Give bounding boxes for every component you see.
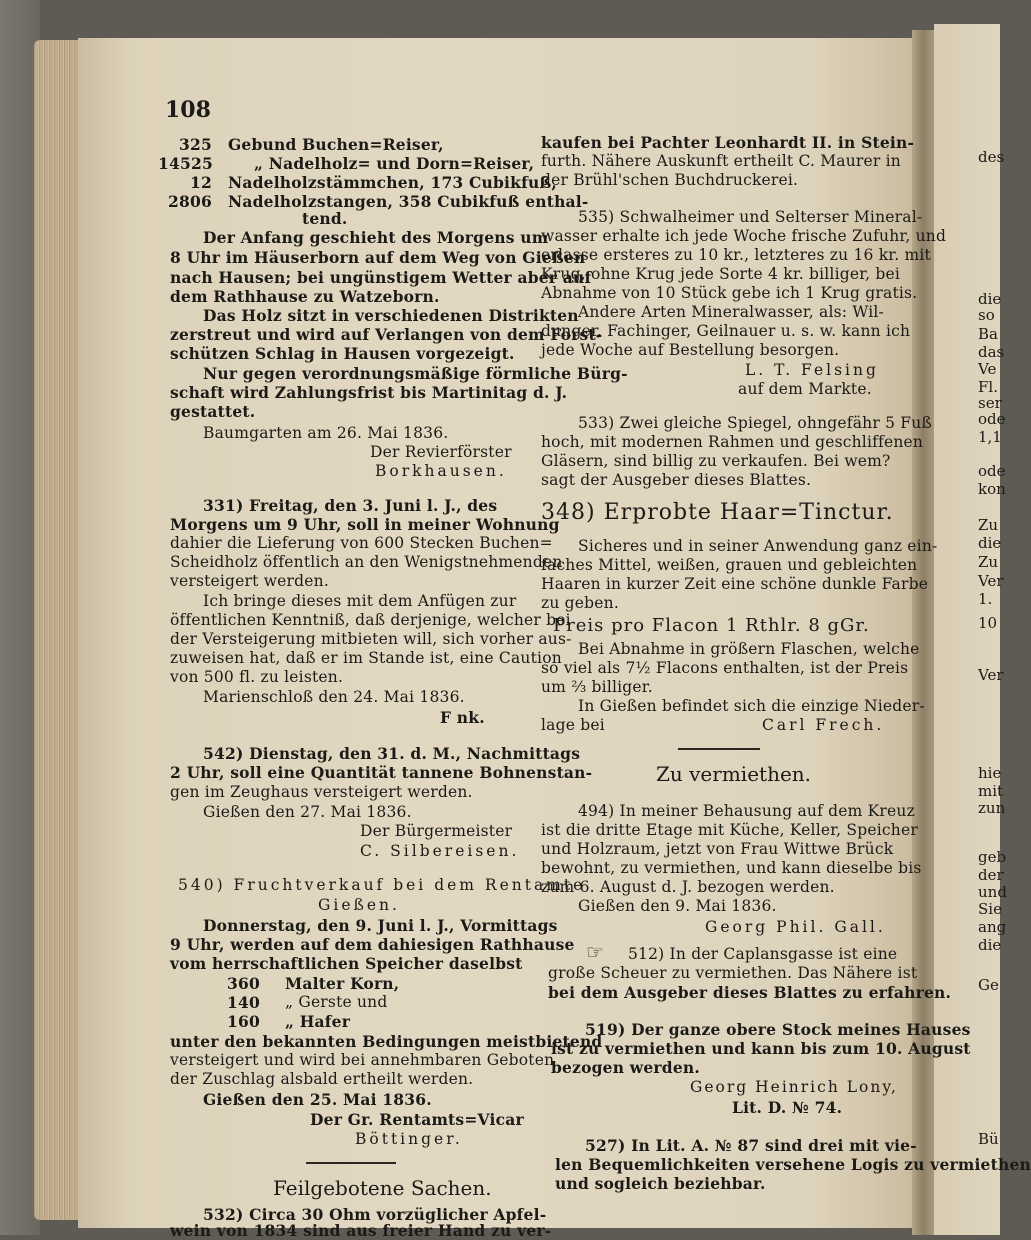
text-line: zerstreut und wird auf Verlangen von dem Forst- (170, 325, 603, 344)
signature-place: auf dem Markte. (738, 380, 872, 398)
list-text: Gebund Buchen=Reiser, (228, 135, 444, 154)
fragment-text: die (978, 534, 1002, 552)
text-line: gen im Zeughaus versteigert werden. (170, 783, 473, 801)
text-line: öffentlichen Kenntniß, daß derjenige, welcher bei (170, 611, 571, 629)
text-line: 331) Freitag, den 3. Juni l. J., des (203, 496, 498, 515)
fragment-text: Ver (978, 572, 1004, 590)
notice-heading: 540) Fruchtverkauf bei dem Rentamte (178, 876, 586, 894)
text-line: ist die dritte Etage mit Küche, Keller, Speicher (541, 821, 918, 839)
text-line: vom herrschaftlichen Speicher daselbst (170, 954, 523, 973)
text-line: Das Holz sitzt in verschiedenen Distrikten (203, 306, 579, 325)
text-line: schützen Schlag in Hausen vorgezeigt. (170, 344, 515, 363)
pointing-hand-icon: ☞ (586, 940, 604, 964)
signature-title: Der Revierförster (370, 443, 512, 461)
text-line: Bei Abnahme in größern Flaschen, welche (578, 640, 920, 658)
text-line: furth. Nähere Auskunft ertheilt C. Maurer in (541, 152, 901, 170)
fragment-text: so (978, 306, 995, 324)
text-line: faches Mittel, weißen, grauen und gebleichten (541, 556, 918, 574)
fragment-text: zun (978, 799, 1006, 817)
text-line: versteigert werden. (170, 572, 329, 590)
text-line: Haaren in kurzer Zeit eine schöne dunkle Farbe (541, 575, 929, 593)
grain-text: „ Hafer (285, 1012, 351, 1031)
advert-title: 348) Erprobte Haar=Tinctur. (541, 500, 894, 525)
list-qty: 325 (179, 135, 212, 154)
signature-name: Carl Frech. (762, 716, 885, 734)
date-line: Gießen den 9. Mai 1836. (578, 897, 777, 915)
text-line: unter den bekannten Bedingungen meistbietend (170, 1032, 603, 1051)
signature-title: Der Gr. Rentamts=Vicar (310, 1110, 524, 1129)
signature-name: Georg Heinrich Lony, (690, 1078, 898, 1096)
notice-heading: Gießen. (318, 896, 400, 914)
text-line: Sicheres und in seiner Anwendung ganz ein- (578, 537, 938, 555)
text-line: gestattet. (170, 402, 256, 421)
fragment-text: Ba (978, 325, 998, 343)
text-line: Donnerstag, den 9. Juni l. J., Vormittags (203, 916, 558, 935)
section-heading: Zu vermiethen. (656, 762, 812, 786)
list-qty: 2806 (168, 192, 212, 211)
fragment-text: ser (978, 394, 1002, 412)
fragment-text: Zu (978, 516, 999, 534)
text-line: 535) Schwalheimer und Selterser Mineral- (578, 208, 923, 226)
fragment-text: 1. (978, 590, 993, 608)
advert-price: Preis pro Flacon 1 Rthlr. 8 gGr. (553, 615, 870, 636)
text-line: 494) In meiner Behausung auf dem Kreuz (578, 802, 915, 820)
text-line: bewohnt, zu vermiethen, und kann dieselbe bis (541, 859, 922, 877)
text-line: Andere Arten Mineralwasser, als: Wil- (578, 303, 884, 321)
list-qty: 14525 (158, 154, 213, 173)
grain-qty: 160 (227, 1012, 260, 1031)
text-line: 532) Circa 30 Ohm vorzüglicher Apfel- (203, 1205, 547, 1224)
text-line: versteigert und wird bei annehmbaren Geboten (170, 1051, 555, 1069)
fragment-text: hie (978, 764, 1002, 782)
text-line: der Zuschlag alsbald ertheilt werden. (170, 1070, 474, 1088)
text-line: lage bei (541, 716, 605, 734)
text-line: sagt der Ausgeber dieses Blattes. (541, 471, 812, 489)
text-line: 512) In der Caplansgasse ist eine (628, 945, 898, 963)
fragment-text: ode (978, 410, 1006, 428)
text-line: 2 Uhr, soll eine Quantität tannene Bohnenstan- (170, 763, 593, 782)
text-line: Morgens um 9 Uhr, soll in meiner Wohnung (170, 515, 560, 534)
fragment-text: Ve (978, 360, 997, 378)
fragment-text: 1,1 (978, 428, 1002, 446)
fragment-text: geb (978, 848, 1007, 866)
text-line: 527) In Lit. A. № 87 sind drei mit vie- (585, 1136, 917, 1155)
text-line: Gläsern, sind billig zu verkaufen. Bei wem? (541, 452, 891, 470)
list-text: Nadelholzstangen, 358 Cubikfuß enthal- (228, 192, 589, 211)
text-line: Krug, ohne Krug jede Sorte 4 kr. billiger, bei (541, 265, 901, 283)
signature-address: Lit. D. № 74. (732, 1098, 843, 1117)
text-line: Nur gegen verordnungsmäßige förmliche Bürg- (203, 364, 628, 383)
date-line: Marienschloß den 24. Mai 1836. (203, 688, 465, 706)
section-heading: Feilgebotene Sachen. (273, 1176, 492, 1200)
text-line: bei dem Ausgeber dieses Blattes zu erfahren. (548, 983, 952, 1002)
text-line: 9 Uhr, werden auf dem dahiesigen Rathhause (170, 935, 575, 954)
text-line: schaft wird Zahlungsfrist bis Martinitag d. J. (170, 383, 568, 402)
text-line: ist zu vermiethen und kann bis zum 10. August (551, 1039, 971, 1058)
text-line: erlasse ersteres zu 10 kr., letzteres zu 16 kr. mit (541, 246, 931, 264)
text-line: nach Hausen; bei ungünstigem Wetter aber auf (170, 268, 592, 287)
fragment-text: und (978, 883, 1007, 901)
fragment-text: Ver (978, 666, 1004, 684)
text-line: 542) Dienstag, den 31. d. M., Nachmittags (203, 744, 581, 763)
text-line: bezogen werden. (551, 1058, 700, 1077)
text-line: und Holzraum, jetzt von Frau Wittwe Brück (541, 840, 894, 858)
text-line: große Scheuer zu vermiethen. Das Nähere ist (548, 964, 918, 982)
fragment-text: Zu (978, 553, 999, 571)
text-line: kaufen bei Pachter Leonhardt II. in Stein- (541, 133, 915, 152)
text-line: zuweisen hat, daß er im Stande ist, eine Caution (170, 649, 562, 667)
signature-name: L. T. Felsing (745, 361, 879, 379)
text-line: jede Woche auf Bestellung besorgen. (541, 341, 840, 359)
text-line: zu geben. (541, 594, 619, 612)
list-text: „ Nadelholz= und Dorn=Reiser, (254, 154, 535, 173)
fragment-text: Ge (978, 976, 999, 994)
fragment-text: das (978, 343, 1005, 361)
date-line: Gießen den 25. Mai 1836. (203, 1090, 432, 1109)
fragment-text: ang (978, 918, 1007, 936)
grain-qty: 140 (227, 993, 260, 1012)
date-line: Baumgarten am 26. Mai 1836. (203, 424, 449, 442)
text-line: 519) Der ganze obere Stock meines Hauses (585, 1020, 971, 1039)
fragment-text: die (978, 936, 1002, 954)
page-edges (34, 40, 82, 1220)
list-text-cont: tend. (302, 209, 348, 228)
grain-text: Malter Korn, (285, 974, 400, 993)
text-line: Scheidholz öffentlich an den Wenigstnehmenden (170, 553, 563, 571)
signature-name: Böttinger. (355, 1130, 463, 1148)
fragment-text: die (978, 290, 1002, 308)
text-line: von 500 fl. zu leisten. (170, 668, 344, 686)
text-line: so viel als 7½ Flacons enthalten, ist der Preis (541, 659, 909, 677)
text-line: Der Anfang geschieht des Morgens um (203, 228, 549, 247)
text-line: zum 6. August d. J. bezogen werden. (541, 878, 835, 896)
signature-name: C. Silbereisen. (360, 842, 520, 860)
text-line: und sogleich beziehbar. (555, 1174, 766, 1193)
signature-name: Borkhausen. (375, 462, 507, 480)
list-qty: 12 (190, 173, 212, 192)
text-line: dahier die Lieferung von 600 Stecken Buchen= (170, 534, 553, 552)
text-line: In Gießen befindet sich die einzige Nieder- (578, 697, 925, 715)
list-text: Nadelholzstämmchen, 173 Cubikfuß, (228, 173, 557, 192)
text-line: dunger, Fachinger, Geilnauer u. s. w. kann ich (541, 322, 911, 340)
fragment-text: des (978, 148, 1005, 166)
text-line: Abnahme von 10 Stück gebe ich 1 Krug gratis. (541, 284, 918, 302)
text-line: Ich bringe dieses mit dem Anfügen zur (203, 592, 517, 610)
text-line: hoch, mit modernen Rahmen und geschliffenen (541, 433, 924, 451)
signature-name: Georg Phil. Gall. (705, 918, 886, 936)
text-line: 8 Uhr im Häuserborn auf dem Weg von Gießen (170, 248, 586, 267)
text-line: wein von 1834 sind aus freier Hand zu ver- (170, 1221, 552, 1240)
text-line: wasser erhalte ich jede Woche frische Zufuhr, und (541, 227, 947, 245)
grain-text: „ Gerste und (285, 993, 388, 1011)
fragment-text: Fl. (978, 378, 998, 396)
fragment-text: kon (978, 480, 1006, 498)
page-number: 108 (165, 97, 211, 123)
text-line: dem Rathhause zu Watzeborn. (170, 287, 440, 306)
grain-qty: 360 (227, 974, 260, 993)
text-line: der Brühl'schen Buchdruckerei. (541, 171, 799, 189)
section-rule (678, 748, 760, 750)
text-line: der Versteigerung mitbieten will, sich vorher aus- (170, 630, 572, 648)
text-line: len Bequemlichkeiten versehene Logis zu vermiethen (555, 1155, 1031, 1174)
signature-name: F nk. (440, 708, 485, 727)
fragment-text: Bü (978, 1130, 999, 1148)
section-rule (306, 1162, 396, 1164)
text-line: 533) Zwei gleiche Spiegel, ohngefähr 5 Fuß (578, 414, 932, 432)
fragment-text: mit (978, 782, 1004, 800)
fragment-text: Sie (978, 900, 1002, 918)
fragment-text: der (978, 866, 1004, 884)
fragment-text: ode (978, 462, 1006, 480)
fragment-text: 10 (978, 614, 998, 632)
signature-title: Der Bürgermeister (360, 822, 513, 840)
text-line: um ⅔ billiger. (541, 678, 653, 696)
date-line: Gießen den 27. Mai 1836. (203, 803, 412, 821)
